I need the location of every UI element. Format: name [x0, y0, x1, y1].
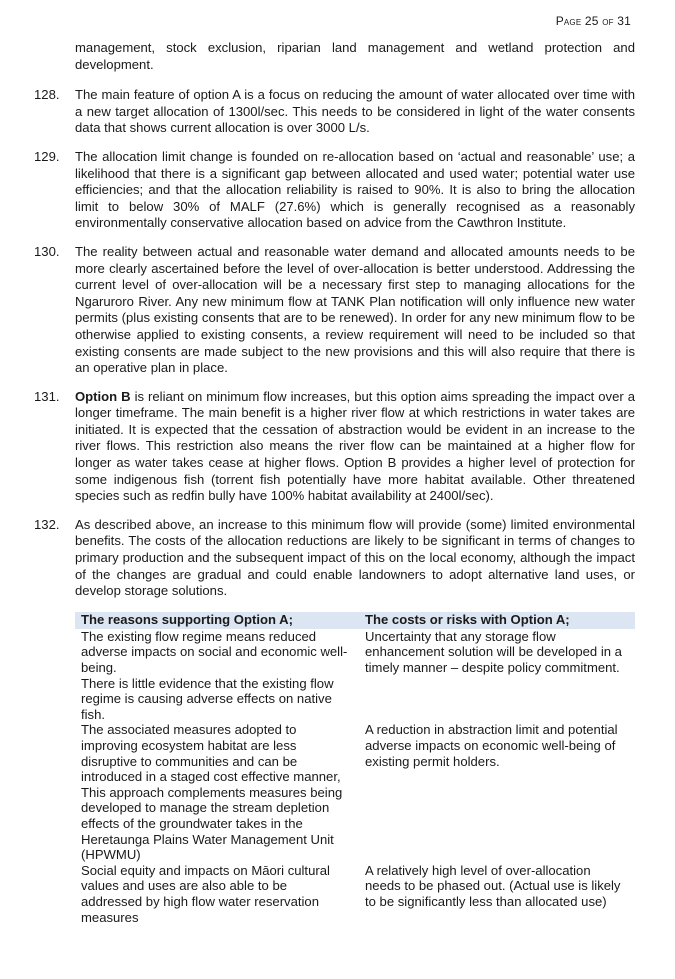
option-b-lead: Option B — [75, 388, 131, 404]
table-header-row — [75, 612, 635, 629]
paragraph-130 — [34, 244, 635, 377]
paragraph-number: 132. — [34, 516, 60, 532]
paragraph-number: 131. — [34, 388, 60, 404]
paragraph-number: 128. — [34, 87, 60, 103]
table-row — [75, 722, 635, 784]
paragraph-129 — [34, 149, 635, 232]
table-header-reasons: The reasons supporting Option A; — [75, 612, 359, 629]
table-row — [75, 629, 635, 676]
paragraph-text: As described above, an increase to this minimum flow will provide (some) limited environmental benefits. The costs of the allocation reductions are likely to be significant in terms of changes to primary production and the subsequent impact of this on the local economy, although the impact of the changes are gradual and could enable landowners to adopt alternative land uses, or develop storage solutions. — [75, 516, 635, 599]
paragraph-text — [75, 389, 635, 505]
paragraph-132 — [34, 517, 635, 600]
paragraph-text: The main feature of option A is a focus on reducing the amount of water allocated over time with a new target allocation of 1300l/sec. This needs to be considered in light of the water consents data that shows current allocation is over 3000 L/s. — [75, 87, 635, 136]
table-cell — [359, 785, 635, 863]
paragraph-number: 129. — [34, 148, 60, 164]
paragraph-number: 130. — [34, 243, 60, 259]
table-cell: Uncertainty that any storage flow enhancement solution will be developed in a timely manner – despite policy commitment. — [365, 628, 622, 675]
table-cell: This approach complements measures being developed to manage the stream depletion effects of the groundwater takes in the Heretaunga Plains Water Management Unit (HPWMU) — [81, 784, 343, 863]
table-cell: Social equity and impacts on Māori cultural values and uses are also able to be addressed by high flow water reservation measures — [81, 862, 330, 925]
table-row — [75, 676, 635, 723]
continuation-paragraph: management, stock exclusion, riparian land management and wetland protection and development. — [75, 40, 635, 72]
table-cell: The existing flow regime means reduced adverse impacts on social and economic well-being. — [81, 628, 348, 675]
paragraph-131 — [34, 389, 635, 505]
paragraph-128 — [34, 87, 635, 137]
table-header-costs: The costs or risks with Option A; — [359, 612, 635, 629]
option-a-table — [75, 612, 635, 925]
table-row — [75, 785, 635, 863]
paragraph-text: The reality between actual and reasonable water demand and allocated amounts needs to be more clearly ascertained before the level of over-allocation is better understood. Addressing the current level of over-allocation will be a necessary first step to managing allocations for the Ngaruroro River. Any new minimum flow at TANK Plan notification will only influence new water permits (plus existing consents that are to be renewed). In order for any new minimum flow to be otherwise applied to existing consents, a review requirement will need to be included so that existing consents are made subject to the new provisions and this will also require that there is an operative plan in place. — [75, 243, 635, 376]
table-cell: There is little evidence that the existing flow regime is causing adverse effects on native fish. — [81, 675, 334, 722]
table-cell — [359, 676, 635, 723]
paragraph-body: is reliant on minimum flow increases, but this option aims spreading the impact over a longer timeframe. The main benefit is a higher river flow at which restrictions in water takes are initiated. It is expected that the cessation of abstraction would be evident in an increase to the river flows. This restriction also means the river flow can be maintained at a higher flow for longer as water takes cease at higher flows. Option B provides a higher level of protection for some indigenous fish (torrent fish potentially have more habitat available. Other threatened species such as redfin bully have 100% habitat availability at 2400l/sec). — [75, 388, 635, 504]
table-row — [75, 863, 635, 925]
document-body — [34, 40, 635, 925]
paragraph-text: The allocation limit change is founded on re-allocation based on ‘actual and reasonable’ use; a likelihood that there is a significant gap between allocated and used water; potential water use efficiencies; and that the allocation reliability is raised to 90%. It is also to bring the allocation limit to below 30% of MALF (27.6%) which is generally recognised as a reasonably environmentally conservative allocation based on advice from the Cawthron Institute. — [75, 148, 635, 231]
table-cell: A relatively high level of over-allocation needs to be phased out. (Actual use is likely to be significantly less than allocated use) — [365, 862, 621, 909]
table-cell: The associated measures adopted to improving ecosystem habitat are less disruptive to communities and can be introduced in a staged cost effective manner, — [81, 722, 341, 785]
page-number: Page 25 of 31 — [555, 14, 631, 28]
table-cell: A reduction in abstraction limit and potential adverse impacts on economic well-being of existing permit holders. — [365, 722, 618, 769]
